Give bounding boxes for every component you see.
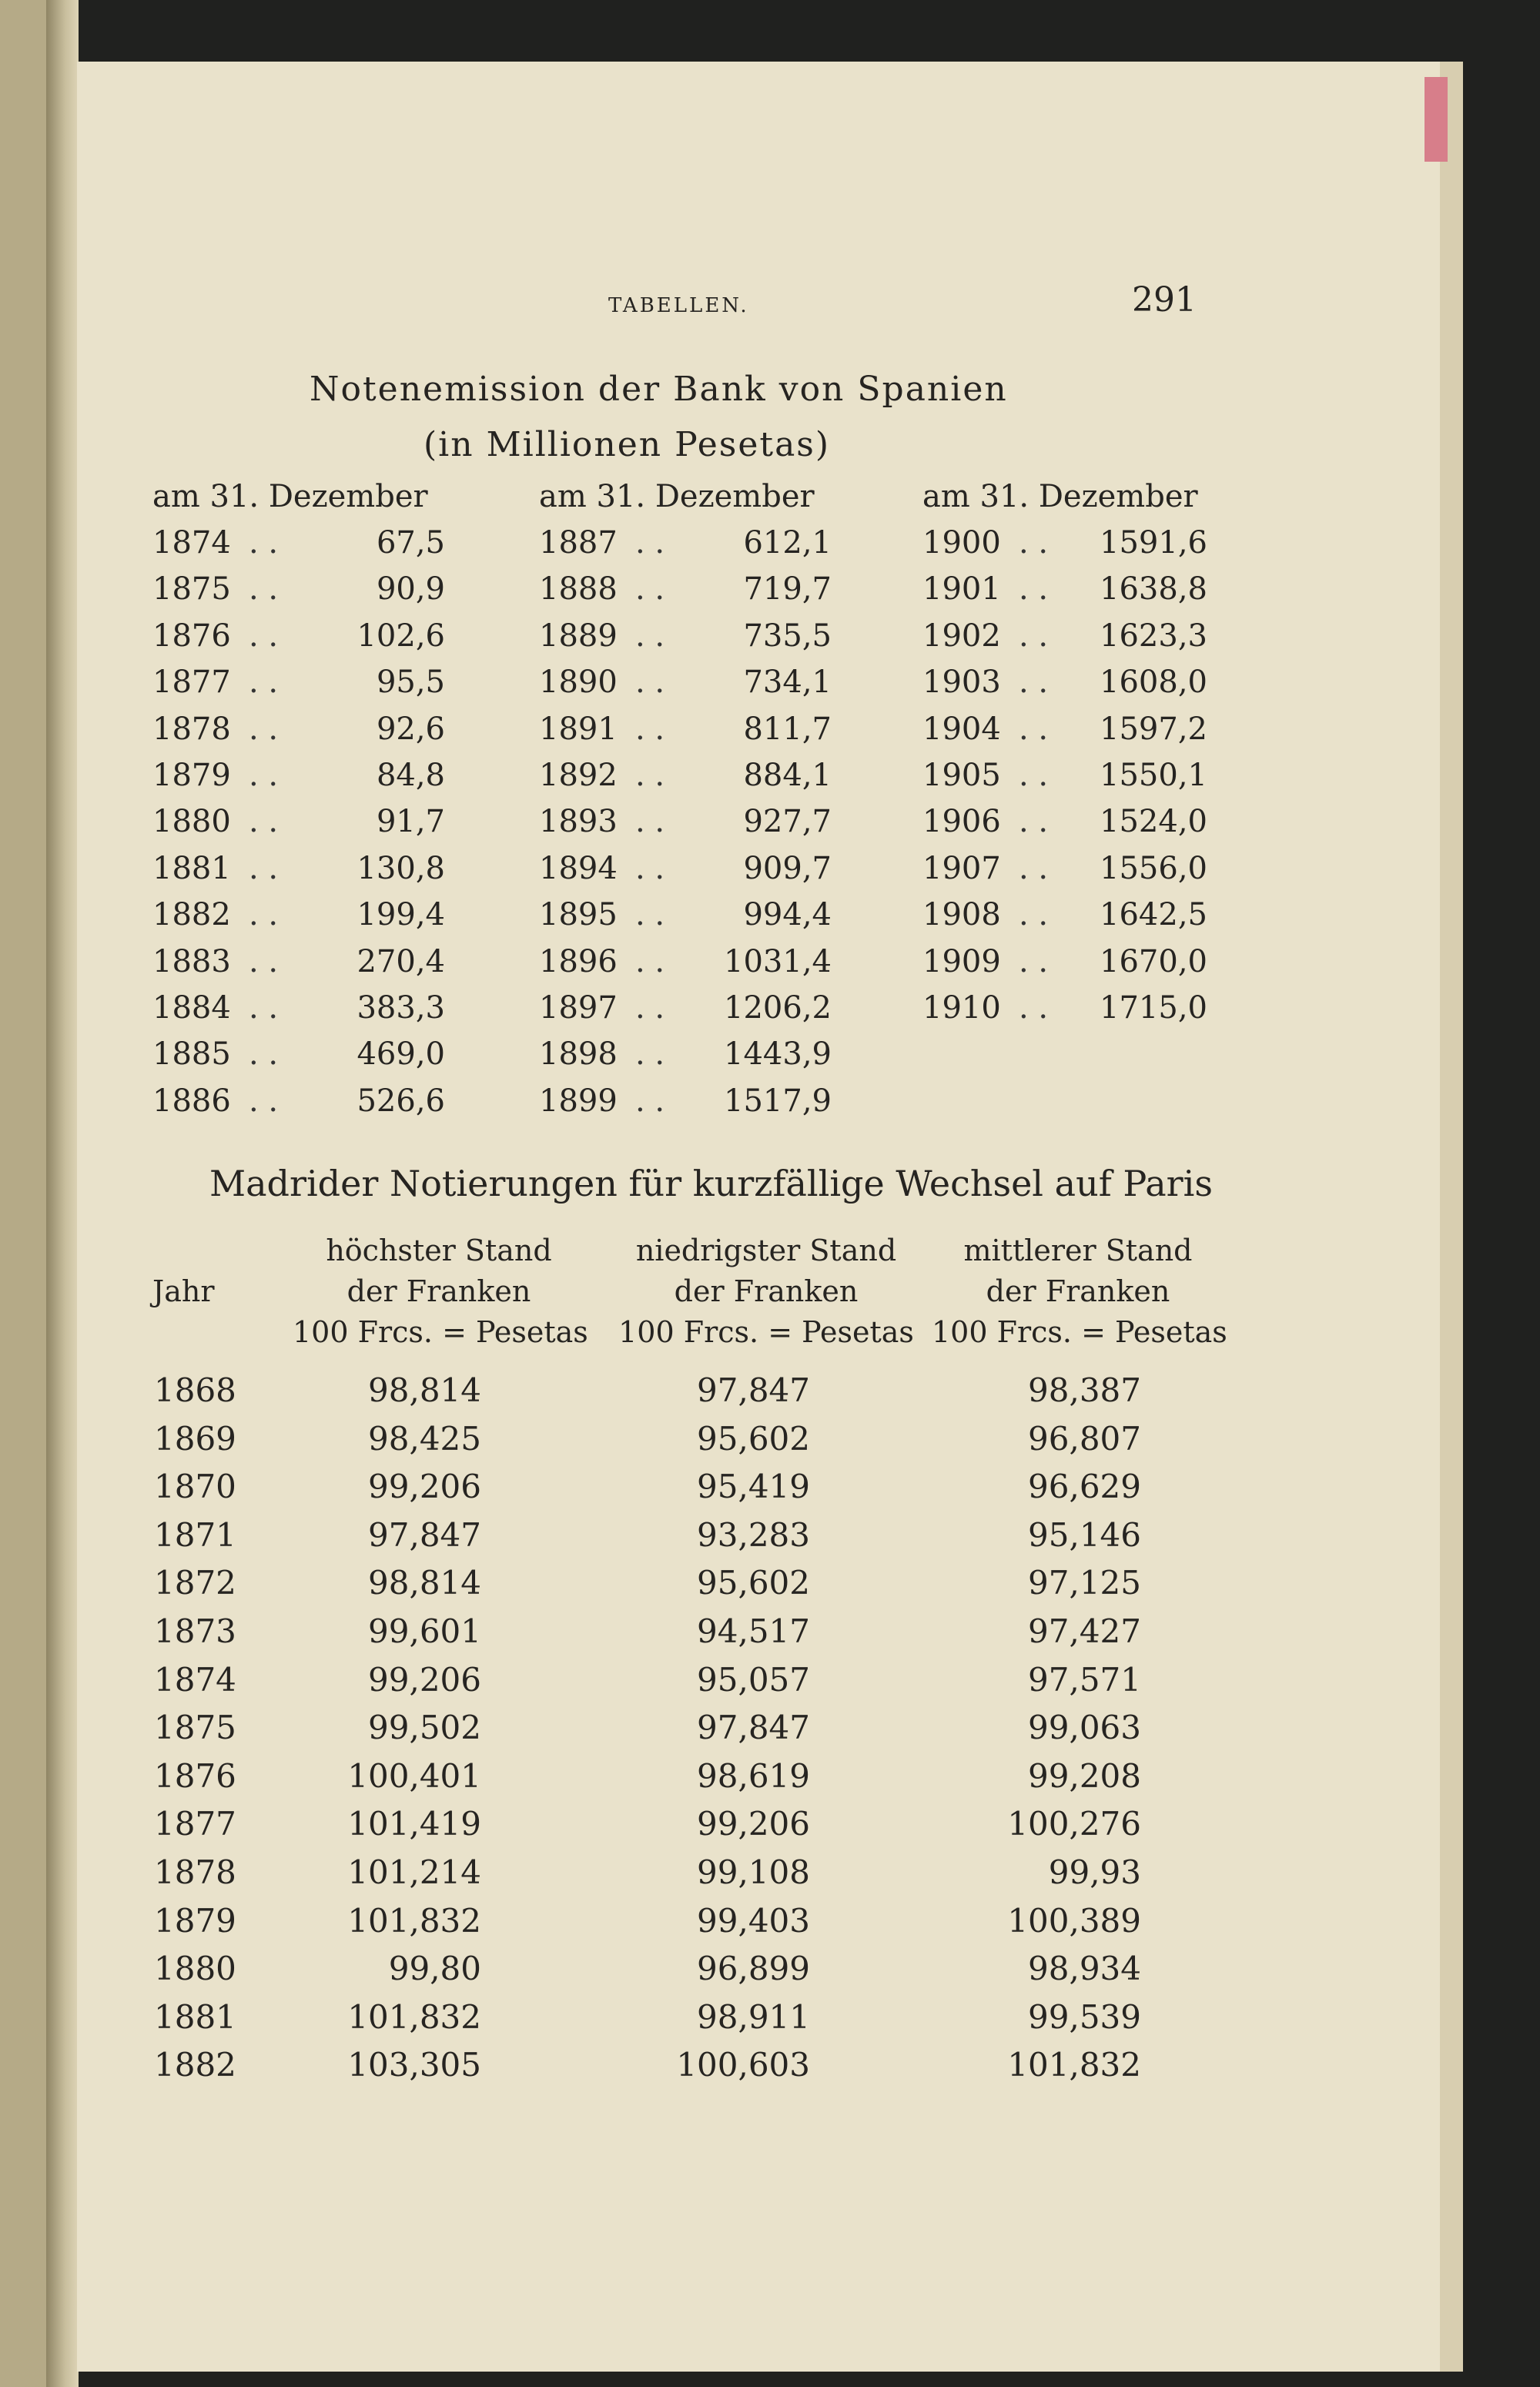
year-cell: 1880 (152, 804, 231, 840)
year-cell: 1897 (539, 989, 618, 1026)
leader-dots: . . (1019, 571, 1049, 608)
year-cell: 1888 (539, 571, 618, 608)
high-rate-cell: 99,206 (368, 1468, 481, 1506)
amount-cell: 735,5 (743, 618, 832, 654)
amount-cell: 1642,5 (1100, 897, 1207, 933)
leader-dots: . . (249, 618, 279, 654)
amount-cell: 1638,8 (1100, 571, 1207, 608)
table1-row (539, 990, 832, 1036)
header-high-line3: 100 Frcs. = Pesetas (293, 1315, 588, 1349)
table1-row (539, 897, 832, 943)
amount-cell: 734,1 (743, 665, 832, 701)
table1-row (152, 525, 445, 571)
amount-cell: 884,1 (743, 757, 832, 793)
table1-row (922, 525, 1207, 571)
year-cell: 1876 (152, 618, 231, 654)
year-cell: 1872 (154, 1564, 236, 1602)
table1-row (539, 525, 832, 571)
table1-column-2 (539, 525, 832, 1130)
amount-cell: 67,5 (376, 525, 445, 561)
amount-cell: 1591,6 (1100, 525, 1207, 561)
year-cell: 1874 (152, 525, 231, 561)
low-rate-cell: 99,108 (697, 1853, 810, 1891)
amount-cell: 383,3 (357, 989, 445, 1026)
year-cell: 1881 (152, 850, 231, 886)
table1-row (539, 571, 832, 618)
table1-row (152, 851, 445, 897)
low-rate-cell: 93,283 (697, 1515, 810, 1554)
table1-row (152, 990, 445, 1036)
amount-cell: 130,8 (357, 850, 445, 886)
mean-rate-cell: 97,571 (1028, 1660, 1141, 1699)
table1-row (152, 1036, 445, 1083)
table1-row (922, 944, 1207, 990)
leader-dots: . . (635, 850, 665, 886)
year-cell: 1900 (922, 525, 1001, 561)
table1-row (539, 851, 832, 897)
table2-row (0, 1468, 1540, 1516)
year-cell: 1906 (922, 804, 1001, 840)
low-rate-cell: 94,517 (697, 1612, 810, 1650)
amount-cell: 1597,2 (1100, 711, 1207, 747)
year-cell: 1891 (539, 711, 618, 747)
high-rate-cell: 97,847 (368, 1515, 481, 1554)
table1-column-header: am 31. Dezember (539, 479, 815, 514)
mean-rate-cell: 98,387 (1028, 1371, 1141, 1409)
year-cell: 1874 (154, 1660, 236, 1699)
header-high-line1: höchster Stand (326, 1234, 552, 1267)
leader-dots: . . (1019, 943, 1049, 979)
amount-cell: 1206,2 (724, 989, 832, 1026)
table1-row (152, 665, 445, 711)
high-rate-cell: 99,80 (388, 1950, 481, 1988)
year-cell: 1892 (539, 757, 618, 793)
header-high-line2: der Franken (346, 1274, 531, 1308)
year-cell: 1904 (922, 711, 1001, 747)
year-cell: 1893 (539, 804, 618, 840)
leader-dots: . . (249, 665, 279, 701)
table2-row (0, 1564, 1540, 1612)
leader-dots: . . (635, 525, 665, 561)
header-mid-line1: mittlerer Stand (963, 1234, 1193, 1267)
leader-dots: . . (249, 525, 279, 561)
year-cell: 1877 (152, 665, 231, 701)
amount-cell: 92,6 (376, 711, 445, 747)
table1-column-3 (922, 525, 1207, 1036)
leader-dots: . . (249, 711, 279, 747)
low-rate-cell: 95,057 (697, 1660, 810, 1699)
amount-cell: 90,9 (376, 571, 445, 608)
leader-dots: . . (1019, 525, 1049, 561)
year-cell: 1903 (922, 665, 1001, 701)
year-column-header: Jahr (152, 1274, 215, 1308)
amount-cell: 612,1 (743, 525, 832, 561)
table2-body (0, 1371, 1540, 2094)
table2-title: Madrider Notierungen für kurzfällige Wechsel auf Paris (209, 1163, 1213, 1204)
table1-row (922, 665, 1207, 711)
amount-cell: 469,0 (357, 1036, 445, 1073)
year-cell: 1889 (539, 618, 618, 654)
mean-rate-cell: 99,063 (1028, 1709, 1141, 1747)
table1-row (152, 804, 445, 850)
table1-row (922, 897, 1207, 943)
low-rate-cell: 95,419 (697, 1468, 810, 1506)
amount-cell: 84,8 (376, 757, 445, 793)
amount-cell: 909,7 (743, 850, 832, 886)
mean-rate-cell: 100,389 (1007, 1901, 1141, 1940)
table2-row (0, 1612, 1540, 1661)
high-rate-cell: 101,214 (347, 1853, 481, 1891)
leader-dots: . . (635, 665, 665, 701)
mean-rate-cell: 96,629 (1028, 1468, 1141, 1506)
amount-cell: 526,6 (357, 1083, 445, 1119)
leader-dots: . . (1019, 665, 1049, 701)
amount-cell: 1670,0 (1100, 943, 1207, 979)
amount-cell: 1623,3 (1100, 618, 1207, 654)
table1-row (922, 711, 1207, 758)
table1-row (152, 897, 445, 943)
table2-row (0, 1661, 1540, 1709)
table2-row (0, 1950, 1540, 1998)
header-low-line1: niedrigster Stand (635, 1234, 897, 1267)
year-cell: 1871 (154, 1515, 236, 1554)
table1-row (922, 618, 1207, 665)
leader-dots: . . (1019, 711, 1049, 747)
table1-row (539, 1083, 832, 1130)
header-low-line3: 100 Frcs. = Pesetas (618, 1315, 914, 1349)
year-cell: 1899 (539, 1083, 618, 1119)
table1-row (152, 1083, 445, 1130)
amount-cell: 927,7 (743, 804, 832, 840)
year-cell: 1880 (154, 1950, 236, 1988)
amount-cell: 102,6 (357, 618, 445, 654)
low-rate-cell: 97,847 (697, 1709, 810, 1747)
table1-row (922, 851, 1207, 897)
mean-rate-cell: 97,427 (1028, 1612, 1141, 1650)
amount-cell: 811,7 (743, 711, 832, 747)
table1-row (539, 944, 832, 990)
leader-dots: . . (249, 1036, 279, 1073)
table1-row (152, 711, 445, 758)
year-cell: 1901 (922, 571, 1001, 608)
year-cell: 1868 (154, 1371, 236, 1409)
header-low-line2: der Franken (674, 1274, 859, 1308)
table1-row (539, 618, 832, 665)
table2-row (0, 1757, 1540, 1806)
year-cell: 1898 (539, 1036, 618, 1073)
table2-row (0, 1998, 1540, 2047)
leader-dots: . . (249, 571, 279, 608)
mean-rate-cell: 98,934 (1028, 1950, 1141, 1988)
low-rate-cell: 95,602 (697, 1564, 810, 1602)
low-rate-cell: 96,899 (697, 1950, 810, 1988)
low-rate-cell: 100,603 (676, 2046, 810, 2084)
low-rate-cell: 97,847 (697, 1371, 810, 1409)
table1-row (152, 571, 445, 618)
year-cell: 1882 (154, 2046, 236, 2084)
amount-cell: 1715,0 (1100, 989, 1207, 1026)
year-cell: 1878 (152, 711, 231, 747)
leader-dots: . . (249, 757, 279, 793)
page-number: 291 (1132, 280, 1197, 320)
high-rate-cell: 99,502 (368, 1709, 481, 1747)
year-cell: 1876 (154, 1756, 236, 1795)
table2-row (0, 1371, 1540, 1420)
mean-rate-cell: 99,208 (1028, 1756, 1141, 1795)
leader-dots: . . (635, 571, 665, 608)
year-cell: 1894 (539, 850, 618, 886)
table2-row (0, 1805, 1540, 1853)
leader-dots: . . (249, 897, 279, 933)
header-mid-line3: 100 Frcs. = Pesetas (932, 1315, 1227, 1349)
table1-row (152, 758, 445, 804)
amount-cell: 1031,4 (724, 943, 832, 979)
table1-row (539, 665, 832, 711)
year-cell: 1886 (152, 1083, 231, 1119)
leader-dots: . . (1019, 757, 1049, 793)
mean-rate-cell: 96,807 (1028, 1419, 1141, 1458)
high-rate-cell: 99,206 (368, 1660, 481, 1699)
year-cell: 1895 (539, 897, 618, 933)
amount-cell: 994,4 (743, 897, 832, 933)
year-cell: 1905 (922, 757, 1001, 793)
table1-row (922, 990, 1207, 1036)
amount-cell: 1517,9 (724, 1083, 832, 1119)
low-rate-cell: 98,911 (697, 1997, 810, 2036)
leader-dots: . . (635, 618, 665, 654)
year-cell: 1885 (152, 1036, 231, 1073)
year-cell: 1883 (152, 943, 231, 979)
leader-dots: . . (635, 711, 665, 747)
amount-cell: 270,4 (357, 943, 445, 979)
year-cell: 1896 (539, 943, 618, 979)
amount-cell: 1550,1 (1100, 757, 1207, 793)
leader-dots: . . (249, 1083, 279, 1119)
leader-dots: . . (635, 897, 665, 933)
table2-row (0, 1516, 1540, 1565)
amount-cell: 719,7 (743, 571, 832, 608)
leader-dots: . . (249, 989, 279, 1026)
amount-cell: 1443,9 (724, 1036, 832, 1073)
table1-title: Notenemission der Bank von Spanien (310, 370, 1008, 409)
table1-row (152, 944, 445, 990)
table1-column-1 (152, 525, 445, 1130)
amount-cell: 91,7 (376, 804, 445, 840)
low-rate-cell: 95,602 (697, 1419, 810, 1458)
table1-row (539, 804, 832, 850)
high-rate-cell: 103,305 (347, 2046, 481, 2084)
high-rate-cell: 101,419 (347, 1805, 481, 1843)
amount-cell: 95,5 (376, 665, 445, 701)
bookmark-tab (1424, 77, 1448, 162)
table1-row (922, 571, 1207, 618)
year-cell: 1873 (154, 1612, 236, 1650)
year-cell: 1877 (154, 1805, 236, 1843)
year-cell: 1875 (154, 1709, 236, 1747)
table1-row (539, 711, 832, 758)
leader-dots: . . (635, 1036, 665, 1073)
table2-row (0, 1853, 1540, 1902)
year-cell: 1879 (154, 1901, 236, 1940)
table2-row (0, 2046, 1540, 2094)
table1-row (539, 1036, 832, 1083)
table1-column-header: am 31. Dezember (922, 479, 1198, 514)
high-rate-cell: 101,832 (347, 1901, 481, 1940)
year-cell: 1890 (539, 665, 618, 701)
low-rate-cell: 98,619 (697, 1756, 810, 1795)
table2-row (0, 1420, 1540, 1468)
year-cell: 1910 (922, 989, 1001, 1026)
leader-dots: . . (635, 989, 665, 1026)
high-rate-cell: 100,401 (347, 1756, 481, 1795)
year-cell: 1907 (922, 850, 1001, 886)
leader-dots: . . (1019, 850, 1049, 886)
table2-row (0, 1709, 1540, 1757)
mean-rate-cell: 99,539 (1028, 1997, 1141, 2036)
leader-dots: . . (1019, 989, 1049, 1026)
high-rate-cell: 101,832 (347, 1997, 481, 2036)
leader-dots: . . (635, 1083, 665, 1119)
amount-cell: 1524,0 (1100, 804, 1207, 840)
high-rate-cell: 98,814 (368, 1564, 481, 1602)
running-title: TABELLEN. (608, 294, 749, 317)
header-mid-line2: der Franken (986, 1274, 1170, 1308)
year-cell: 1902 (922, 618, 1001, 654)
table1-row (539, 758, 832, 804)
amount-cell: 1556,0 (1100, 850, 1207, 886)
year-cell: 1878 (154, 1853, 236, 1891)
year-cell: 1881 (154, 1997, 236, 2036)
low-rate-cell: 99,403 (697, 1901, 810, 1940)
mean-rate-cell: 100,276 (1007, 1805, 1141, 1843)
mean-rate-cell: 99,93 (1048, 1853, 1141, 1891)
leader-dots: . . (635, 757, 665, 793)
table1-row (152, 618, 445, 665)
high-rate-cell: 98,425 (368, 1419, 481, 1458)
table1-column-header: am 31. Dezember (152, 479, 428, 514)
mean-rate-cell: 95,146 (1028, 1515, 1141, 1554)
amount-cell: 199,4 (357, 897, 445, 933)
year-cell: 1869 (154, 1419, 236, 1458)
amount-cell: 1608,0 (1100, 665, 1207, 701)
leader-dots: . . (635, 943, 665, 979)
year-cell: 1884 (152, 989, 231, 1026)
table1-subtitle: (in Millionen Pesetas) (424, 425, 831, 464)
high-rate-cell: 99,601 (368, 1612, 481, 1650)
table2-row (0, 1902, 1540, 1950)
mean-rate-cell: 97,125 (1028, 1564, 1141, 1602)
leader-dots: . . (1019, 804, 1049, 840)
high-rate-cell: 98,814 (368, 1371, 481, 1409)
leader-dots: . . (1019, 897, 1049, 933)
year-cell: 1887 (539, 525, 618, 561)
year-cell: 1882 (152, 897, 231, 933)
year-cell: 1870 (154, 1468, 236, 1506)
year-cell: 1909 (922, 943, 1001, 979)
leader-dots: . . (1019, 618, 1049, 654)
leader-dots: . . (249, 850, 279, 886)
leader-dots: . . (249, 804, 279, 840)
mean-rate-cell: 101,832 (1007, 2046, 1141, 2084)
year-cell: 1908 (922, 897, 1001, 933)
table1-row (922, 804, 1207, 850)
low-rate-cell: 99,206 (697, 1805, 810, 1843)
year-cell: 1875 (152, 571, 231, 608)
leader-dots: . . (635, 804, 665, 840)
year-cell: 1879 (152, 757, 231, 793)
table1-row (922, 758, 1207, 804)
leader-dots: . . (249, 943, 279, 979)
